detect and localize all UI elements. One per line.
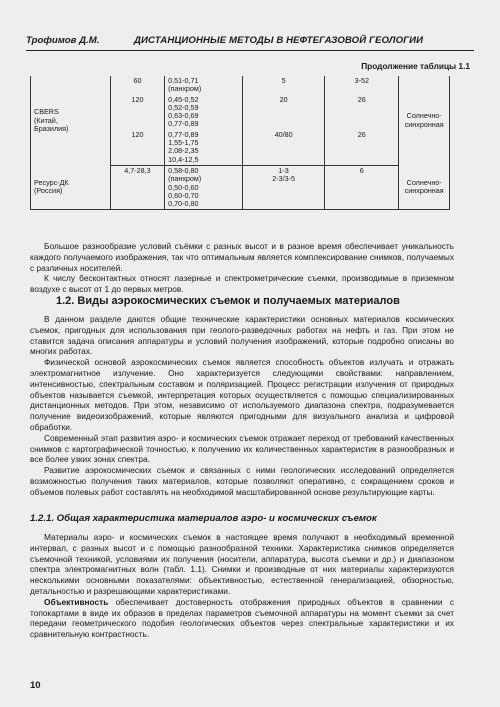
table-cell: 120 xyxy=(110,130,164,166)
paragraph: В данном разделе даются общие технические характеристики основных материалов космических съемок, пригодных для использования при геолого-разведочных работах на нефть и газ. При этом не ставится задача описания аппаратуры и условий получения изображений, которые подробно описаны во многих работах. xyxy=(30,314,454,357)
satellite-name-cbers: CBERS (Китай, Бразилия) xyxy=(31,76,111,165)
table-cell: 60 xyxy=(110,76,164,95)
orbit-type-resurs: Солнечно- синхронная xyxy=(399,165,450,209)
table-cell: 1-3 2-3/3-5 xyxy=(242,165,324,209)
section-text xyxy=(30,314,454,498)
table-cell: 0,58-0,80 (панхром) 0,50-0,60 0,60-0,70 0,70-0,80 xyxy=(165,165,243,209)
table-cell: 120 xyxy=(110,95,164,130)
section-title: 1.2. Виды аэрокосмических съемок и получаемых материалов xyxy=(56,295,400,307)
orbit-type-cbers: Солнечно- синхронная xyxy=(399,76,450,165)
paragraph: К числу бесконтактных относят лазерные и спектрометрические съемки, производимые в приземном воздухе с высот от 1 до первых метров. xyxy=(30,273,454,295)
running-header xyxy=(26,34,474,51)
table-cell: 20 xyxy=(242,95,324,130)
table-cell: 40/80 xyxy=(242,130,324,166)
satellite-table xyxy=(30,76,450,210)
table-cell: 0,77-0,89 1,55-1,75 2,08-2,35 10,4-12,5 xyxy=(165,130,243,166)
table-cell: 4,7-28,3 xyxy=(110,165,164,209)
table-caption: Продолжение таблицы 1.1 xyxy=(361,61,470,71)
table-cell: 5 xyxy=(242,76,324,95)
header-book-title: ДИСТАНЦИОННЫЕ МЕТОДЫ В НЕФТЕГАЗОВОЙ ГЕОЛОГИИ xyxy=(134,35,424,46)
satellite-name-resurs: Ресурс-ДК (Россия) xyxy=(31,165,111,209)
table-cell: 0,45-0,52 0,52-0,59 0,63-0,69 0,77-0,89 xyxy=(165,95,243,130)
paragraph: Развитие аэрокосмических съемок и связанных с ними геологических исследований определяется возможностью получения таких материалов, которые позволяют оперативно, с сокращением сроков и объемов полевых работ составлять на необходимой масштабированной основе результирующие карты. xyxy=(30,465,454,497)
header-author: Трофимов Д.М. xyxy=(26,35,100,46)
table-cell: 0,51-0,71 (панхром) xyxy=(165,76,243,95)
intro-text xyxy=(30,241,454,295)
paragraph: Материалы аэро- и космических съемок в настоящее время получают в необходимый временной интервал, с разных высот и с помощью разнообразной техники. Характеристика снимков определяется съемочной техникой, условиями их получения (носители, аппаратура, высота съемки и др.) и диапазоном спектра электромагнитных волн (табл. 1.1). Снимки и производные от них материалы характеризуются несколькими основными показателями: объективностью, естественной генерализацией, обзорностью, детальностью и разрешающими характеристиками. xyxy=(30,532,454,596)
table-cell: 3-52 xyxy=(325,76,399,95)
table-cell: 26 xyxy=(325,95,399,130)
paragraph-objectivity xyxy=(30,597,454,640)
paragraph: Современный этап развития аэро- и космических съемок отражает переход от требований качественных снимков с картографической точностью, к получению их количественных характеристик в разнообразных и все более узких зонах спектра. xyxy=(30,432,454,465)
subsection-title: 1.2.1. Общая характеристика материалов аэро- и космических съемок xyxy=(30,513,377,524)
term-objectivity: Объективность xyxy=(44,596,109,607)
page-number: 10 xyxy=(30,680,41,691)
table-cell: 26 xyxy=(325,130,399,166)
table-cell: 6 xyxy=(325,165,399,209)
objectivity-text: обеспечивает достоверность отображения природных объектов в сравнении с топокартами в виде их образов в пределах параметров съемочной аппаратуры на момент съемки за счет передачи геометрического подобия геологических объектов через спектральные характеристики и их сравнительную контрастность. xyxy=(30,596,454,640)
paragraph: Большое разнообразие условий съёмки с разных высот и в разное время обеспечивает уникальность каждого получаемого изображения, так что оптимальным является комплексирование снимков, получаемых с различных носителей. xyxy=(30,241,454,273)
subsection-text xyxy=(30,532,454,640)
paragraph: Физической основой аэрокосмических съемок является способность объектов излучать и отражать электромагнитное излучение. Оно характеризуется следующими свойствами: направлением, интенсивностью, спектральным составом и поляризацией. Процесс регистрации излучения от природных объектов называется съемкой, интерпретация которых осуществляется с помощью специализированных дистанционных методов. При этом, независимо от используемого диапазона спектра, подразумевается получение видеоизображений, которые являются пригодными для визуального анализа и цифровой обработки. xyxy=(30,357,454,432)
